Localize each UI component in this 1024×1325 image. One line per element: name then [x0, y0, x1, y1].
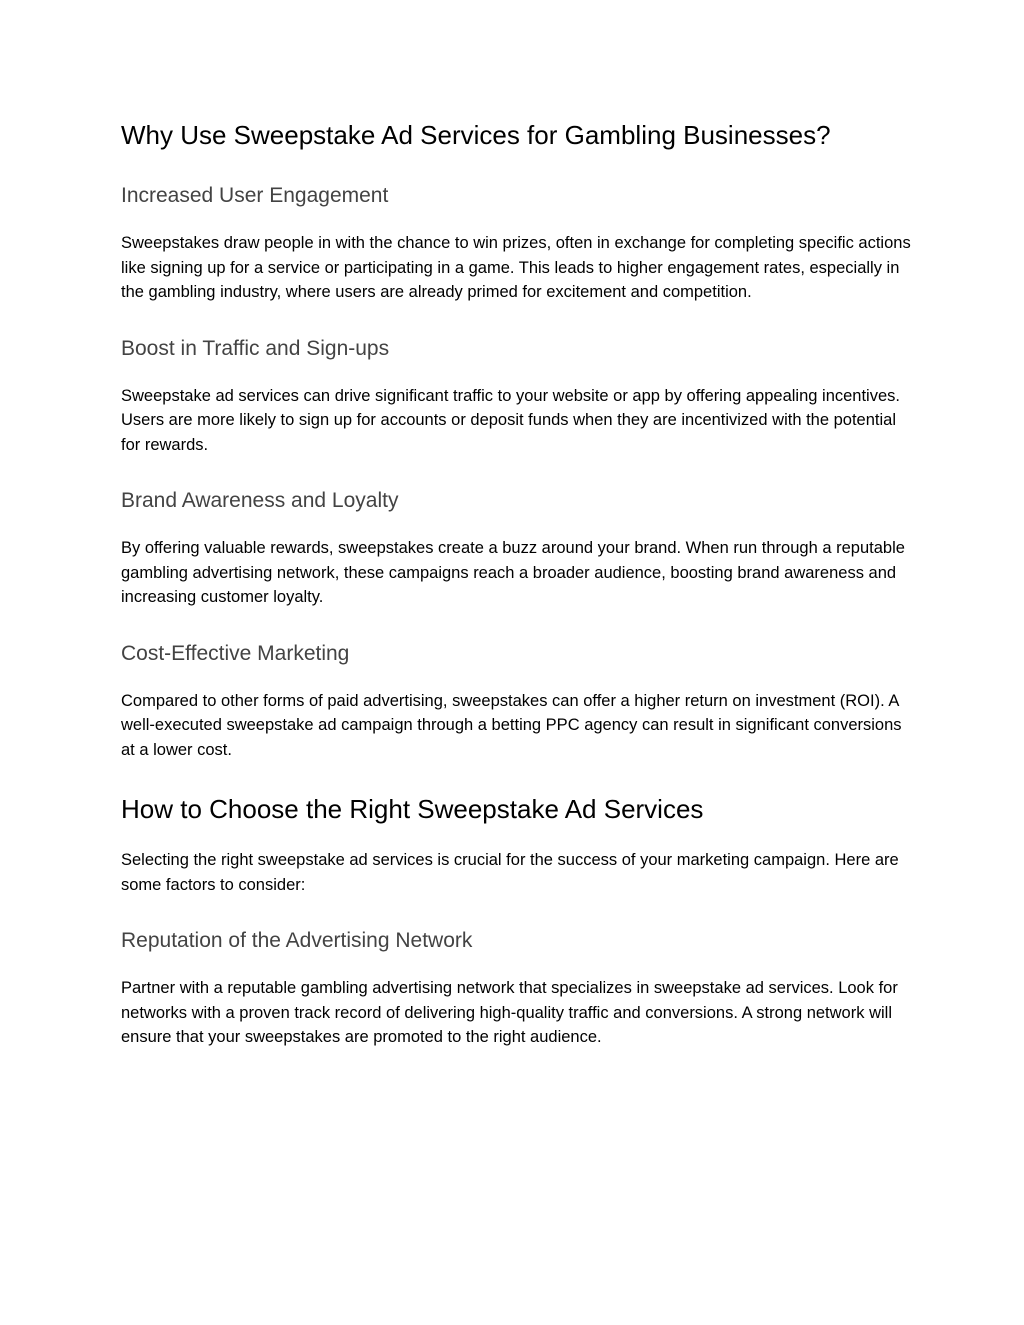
paragraph-cost-effective: Compared to other forms of paid advertising, sweepstakes can offer a higher return on investment (ROI). A well-executed sweepstake ad campaign through a betting PPC agency can result in significant conversions at a lower cost.	[121, 691, 902, 759]
subheading-cost-effective: Cost-Effective Marketing	[121, 641, 350, 665]
section-title-how-to-choose: How to Choose the Right Sweepstake Ad Services	[121, 794, 704, 824]
paragraph-how-to-choose-intro: Selecting the right sweepstake ad services is crucial for the success of your marketing campaign. Here are some factors to consider:	[121, 851, 899, 894]
paragraph-reputation: Partner with a reputable gambling advertising network that specializes in sweepstake ad services. Look for networks with a proven track record of delivering high-quality traffic and conversions. A strong network will ensure that your sweepstakes are promoted to the right audience.	[121, 979, 898, 1046]
paragraph-boost-traffic: Sweepstake ad services can drive significant traffic to your website or app by offering appealing incentives. Users are more likely to sign up for accounts or deposit funds when they are incentivized with the potential for rewards.	[121, 386, 900, 454]
subheading-brand-awareness: Brand Awareness and Loyalty	[121, 489, 399, 512]
section-title-why-use: Why Use Sweepstake Ad Services for Gambling Businesses?	[121, 120, 831, 150]
subheading-reputation: Reputation of the Advertising Network	[121, 929, 473, 952]
subheading-boost-traffic: Boost in Traffic and Sign-ups	[121, 336, 390, 360]
paragraph-increased-user-engagement: Sweepstakes draw people in with the chance to win prizes, often in exchange for completing specific actions like signing up for a service or participating in a game. This leads to higher engagement rates, especially in the gambling industry, where users are already primed for excitement and competition.	[121, 234, 911, 301]
document-page	[121, 118, 911, 1050]
subheading-increased-user-engagement: Increased User Engagement	[121, 184, 389, 207]
paragraph-brand-awareness: By offering valuable rewards, sweepstakes create a buzz around your brand. When run through a reputable gambling advertising network, these campaigns reach a broader audience, boosting brand awareness and increasing customer loyalty.	[121, 539, 905, 606]
